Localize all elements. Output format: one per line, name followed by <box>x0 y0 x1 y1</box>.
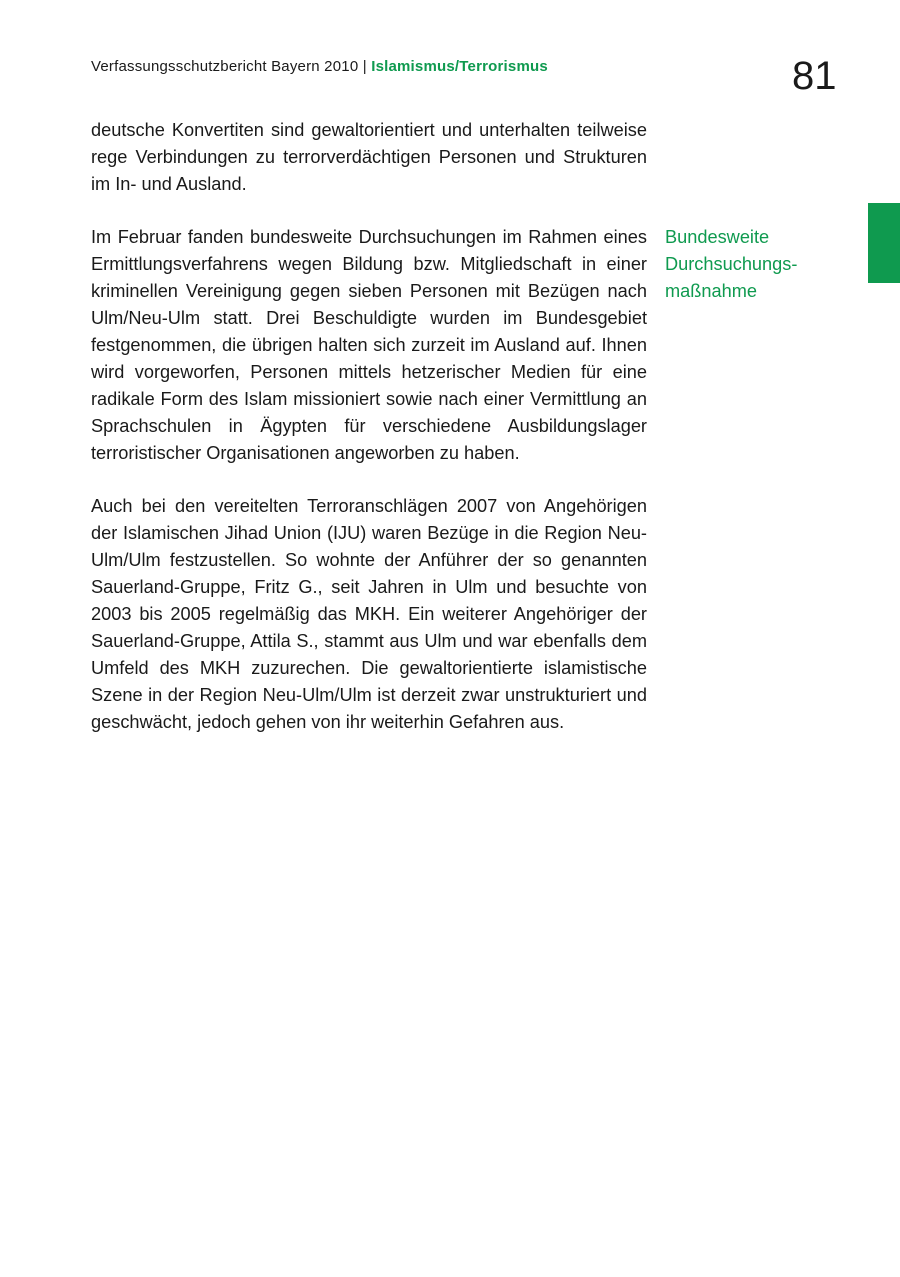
margin-note-line-3: maßnahme <box>665 281 757 301</box>
report-title: Verfassungsschutzbericht Bayern 2010 <box>91 58 359 75</box>
paragraph-1: deutsche Konvertiten sind gewaltorientiert und unterhalten teilweise rege Verbindungen zu terrorverdächtigen Personen und Strukturen im In- und Ausland. <box>91 120 647 194</box>
running-header <box>91 58 548 75</box>
margin-note-line-2: Durchsuchungs- <box>665 254 798 274</box>
header-separator: | <box>358 58 372 75</box>
body-text <box>91 117 647 762</box>
chapter-tab-marker <box>868 203 900 283</box>
paragraph-3: Auch bei den vereitelten Terroranschlägen 2007 von Angehörigen der Islamischen Jihad Union (IJU) waren Bezüge in die Region Neu-Ulm/Ulm festzustellen. So wohnte der Anführer der so genannten Sauerland-Gruppe, Fritz G., seit Jahren in Ulm und besuchte von 2003 bis 2005 regelmäßig das MKH. Ein weiterer Angehöriger der Sauerland-Gruppe, Attila S., stammt aus Ulm und war ebenfalls dem Umfeld des MKH zuzurechen. Die gewaltorientierte islamistische Szene in der Region Neu-Ulm/Ulm ist derzeit zwar unstrukturiert und geschwächt, jedoch gehen von ihr weiterhin Gefahren aus. <box>91 496 647 732</box>
paragraph-2: Im Februar fanden bundesweite Durchsuchungen im Rahmen eines Ermittlungsverfahrens wegen Bildung bzw. Mitgliedschaft in einer kriminellen Vereinigung gegen sieben Personen mit Bezügen nach Ulm/Neu-Ulm statt. Drei Beschuldigte wurden im Bundesgebiet festgenommen, die übrigen halten sich zurzeit im Ausland auf. Ihnen wird vorgeworfen, Personen mittels hetzerischer Medien für eine radikale Form des Islam missioniert sowie nach einer Vermittlung an Sprachschulen in Ägypten für verschiedene Ausbildungslager terroristischer Organisationen angeworben zu haben. <box>91 227 647 463</box>
margin-note <box>665 224 865 305</box>
margin-note-line-1: Bundesweite <box>665 227 770 247</box>
section-title: Islamismus/Terrorismus <box>371 58 548 75</box>
page-number: 81 <box>792 54 837 98</box>
